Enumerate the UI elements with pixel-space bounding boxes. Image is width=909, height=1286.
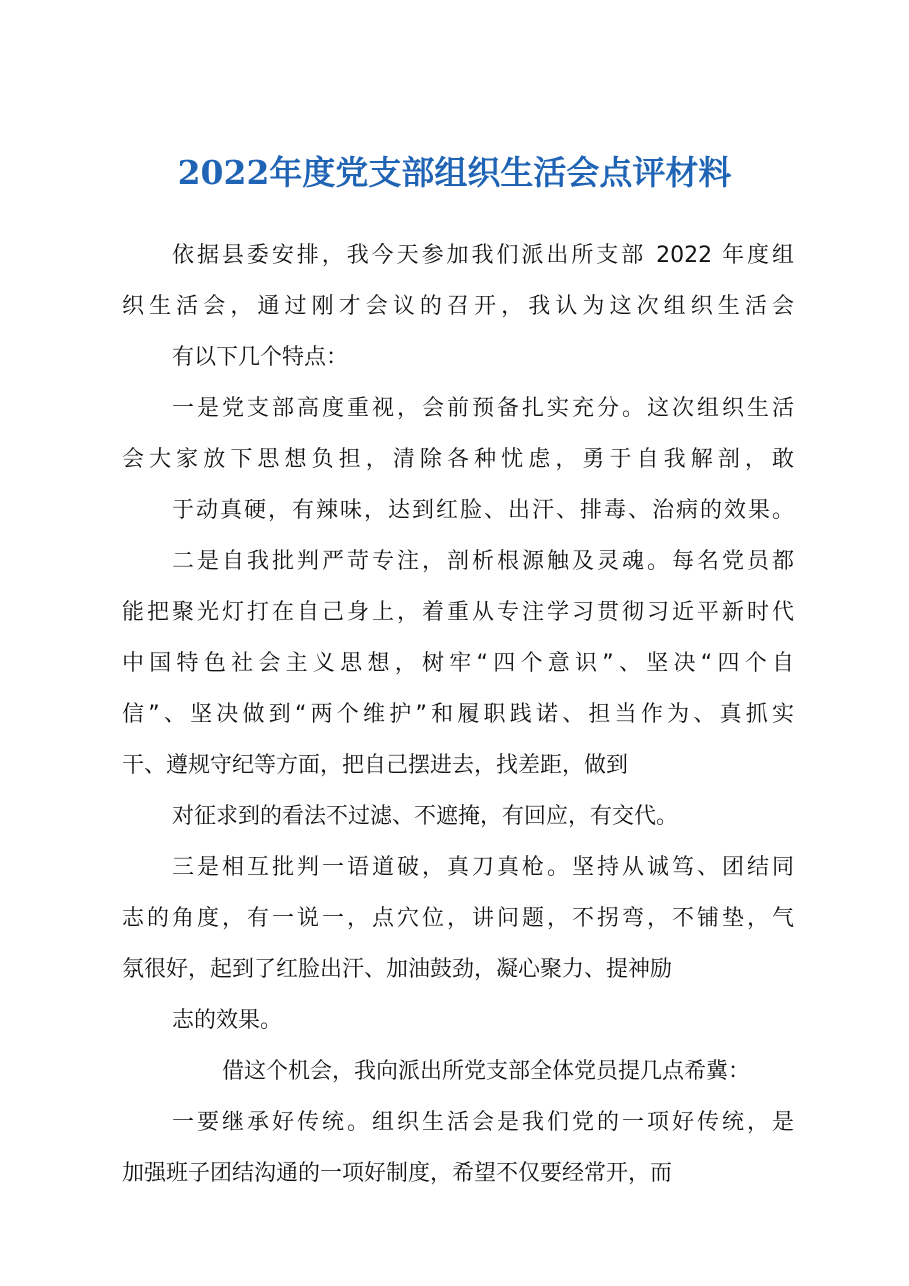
document-body	[122, 230, 794, 1199]
text-line: 借这个机会，我向派出所党支部全体党员提几点希冀：	[222, 1059, 751, 1084]
text-line: 志的角度，有一说一，点穴位，讲问题，不拐弯，不铺垫，气	[122, 906, 794, 931]
text-line: 氛很好，起到了红脸出汗、加油鼓劲，凝心聚力、提神励	[122, 957, 673, 982]
text-line: 二是自我批判严苛专注，剖析根源触及灵魂。每名党员都	[172, 549, 794, 574]
text-line: 一是党支部高度重视，会前预备扎实充分。这次组织生活	[172, 396, 794, 421]
text-line: 志的效果。	[172, 1008, 283, 1033]
text-line: 三是相互批判一语道破，真刀真枪。坚持从诚笃、团结同	[172, 855, 794, 880]
document-title: 2022年度党支部组织生活会点评材料	[177, 153, 732, 192]
text-line: 一要继承好传统。组织生活会是我们党的一项好传统，是	[172, 1110, 794, 1135]
text-line: 干、遵规守纪等方面，把自己摆进去，找差距，做到	[122, 753, 629, 778]
text-line: 信”、坚决做到“两个维护”和履职践诺、担当作为、真抓实	[122, 702, 794, 727]
text-line: 能把聚光灯打在自己身上，着重从专注学习贯彻习近平新时代	[122, 600, 794, 625]
text-line: 织生活会，通过刚才会议的召开，我认为这次组织生活会	[122, 294, 794, 319]
text-line: 依据县委安排，我今天参加我们派出所支部 2022 年度组	[172, 243, 794, 268]
text-line: 会大家放下思想负担，清除各种忧虑，勇于自我解剖，敢	[122, 447, 794, 472]
text-line: 于动真硬，有辣味，达到红脸、出汗、排毒、治病的效果。	[172, 498, 794, 523]
text-line: 加强班子团结沟通的一项好制度，希望不仅要经常开，而	[122, 1161, 673, 1186]
text-line: 对征求到的看法不过滤、不遮掩，有回应，有交代。	[172, 804, 679, 829]
text-line: 中国特色社会主义思想，树牢“四个意识”、坚决“四个自	[122, 651, 794, 676]
text-line: 有以下几个特点：	[172, 345, 349, 370]
